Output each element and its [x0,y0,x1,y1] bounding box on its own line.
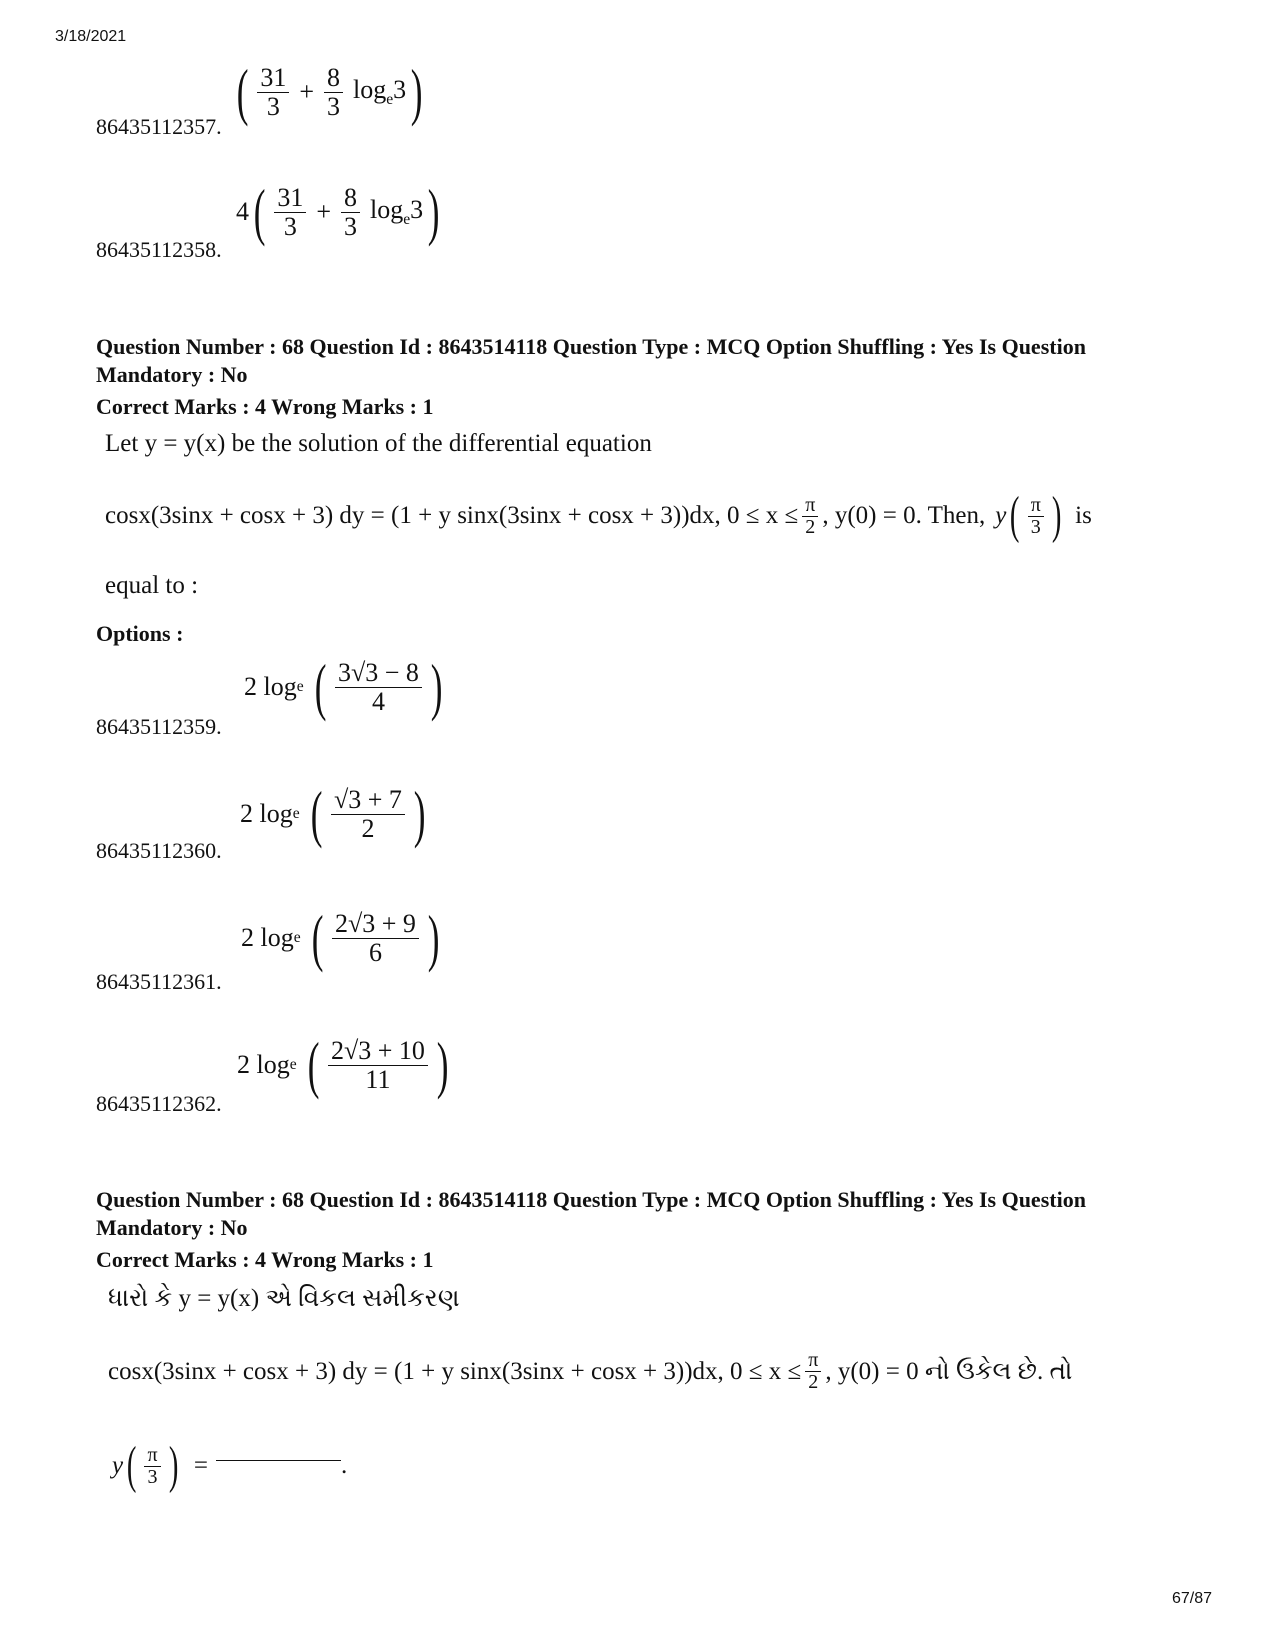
question-equation: cosx(3sinx + cosx + 3) dy = (1 + y sinx(3sinx + cosx + 3))dx, 0 ≤ x ≤ $\frac{\pi}{2}$ , y(0) = 0 નો ઉકેલ છે. તો [108,1349,1073,1393]
answer-expression: y ( $\frac{\pi}{3}$ ) = . [112,1437,348,1494]
page-number: 67/87 [1172,1590,1213,1607]
print-date: 3/18/2021 [55,28,127,45]
option-id[interactable]: 86435112360. [96,838,222,863]
answer-blank [216,1460,341,1461]
option-math: 2 log e ( $\frac{3√3 - 8}{4}$ ) [244,651,443,722]
option-id[interactable]: 86435112359. [96,714,222,739]
question-stem-line: equal to : [105,572,199,599]
option-math: 2 log e ( $\frac{2√3 + 10}{11}$ ) [237,1029,449,1100]
option-math: ( $\frac{31}{3}$ + $\frac{8}{3}$ $\log_e3$ ) [236,56,423,127]
option-id[interactable]: 86435112362. [96,1091,222,1116]
options-label: Options : [96,621,184,646]
question-header: Question Number : 68 Question Id : 8643514118 Question Type : MCQ Option Shuffling : Yes Is Question Mandatory : No Correct Marks : 4 Wrong Marks : 1 [96,1187,1086,1272]
question-equation: cosx(3sinx + cosx + 3) dy = (1 + y sinx(3sinx + cosx + 3))dx, 0 ≤ x ≤ $\frac{\pi}{2}$ , y(0) = 0. Then, y ( $\frac{\pi}{3}$ ) is [105,487,1092,544]
option-id: 86435112358. [96,237,222,262]
option-math: 2 log e ( $\frac{2√3 + 9}{6}$ ) [241,902,440,973]
question-stem-line: ધારો કે y = y(x) એ વિકલ સમીકરણ [108,1285,460,1312]
option-id[interactable]: 86435112361. [96,969,222,994]
option-id: 86435112357. [96,114,222,139]
question-header: Question Number : 68 Question Id : 8643514118 Question Type : MCQ Option Shuffling : Yes Is Question Mandatory : No Correct Marks : 4 Wrong Marks : 1 [96,334,1086,419]
option-math: 2 log e ( $\frac{√3 + 7}{2}$ ) [240,778,426,849]
question-stem-line: Let y = y(x) be the solution of the differential equation [105,430,652,457]
option-math: 4 ( $\frac{31}{3}$ + $\frac{8}{3}$ $\log_e3$ ) [236,176,440,247]
